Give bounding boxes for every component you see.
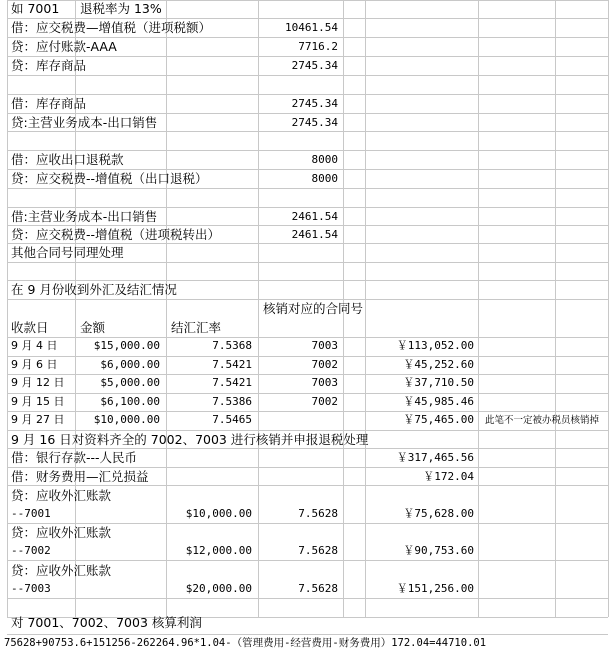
credit-rmb: ￥90,753.60 — [403, 544, 474, 557]
receipt-amount: $6,000.00 — [100, 358, 160, 371]
receipt-date: 9 月 12 日 — [11, 376, 65, 389]
receipt-rate: 7.5386 — [212, 395, 252, 408]
header-contract: 核销对应的合同号 — [262, 301, 363, 316]
intro-cell: 如 7001 — [11, 1, 60, 16]
header-date: 收款日 — [11, 320, 49, 335]
receipt-contract: 7003 — [311, 339, 338, 352]
credit-usd: $20,000.00 — [185, 582, 252, 595]
receipt-rate: 7.5421 — [212, 358, 252, 371]
credit-contract: --7001 — [11, 507, 51, 520]
credit-rate: 7.5628 — [298, 582, 338, 595]
header-amount: 金额 — [80, 320, 106, 335]
receipt-date: 9 月 15 日 — [11, 395, 65, 408]
receipt-rmb: ￥75,465.00 — [403, 413, 474, 426]
credit-rate: 7.5628 — [298, 507, 338, 520]
credit-label: 贷：应收外汇账款 — [11, 488, 112, 503]
grid-col-line — [258, 0, 259, 617]
refund-rate-cell: 退税率为 13% — [80, 1, 162, 16]
receipt-rmb: ￥45,985.46 — [403, 395, 474, 408]
credit-rate: 7.5628 — [298, 544, 338, 557]
credit-contract: --7002 — [11, 544, 51, 557]
receipt-date: 9 月 27 日 — [11, 413, 65, 426]
settlement-title: 9 月 16 日对资料齐全的 7002、7003 进行核销并申报退税处理 — [11, 432, 369, 447]
credit-rmb: ￥75,628.00 — [403, 507, 474, 520]
receipt-amount: $5,000.00 — [100, 376, 160, 389]
receipt-date: 9 月 6 日 — [11, 358, 58, 371]
entry-amount: 2461.54 — [291, 228, 338, 241]
credit-usd: $10,000.00 — [185, 507, 252, 520]
receipt-rate: 7.5465 — [212, 413, 252, 426]
finance-value: ￥172.04 — [423, 470, 474, 483]
section-title: 在 9 月份收到外汇及结汇情况 — [11, 282, 177, 297]
receipt-rate: 7.5368 — [212, 339, 252, 352]
entry-amount: 10461.54 — [285, 21, 338, 34]
credit-usd: $12,000.00 — [185, 544, 252, 557]
entry-amount: 2745.34 — [291, 59, 338, 72]
note-text: 其他合同号同理处理 — [11, 245, 124, 260]
receipt-date: 9 月 4 日 — [11, 339, 58, 352]
entry-amount: 7716.2 — [298, 40, 338, 53]
entry-label: 借：库存商品 — [11, 96, 87, 111]
receipt-rmb: ￥37,710.50 — [403, 376, 474, 389]
receipt-contract — [262, 410, 338, 430]
entry-amount: 8000 — [311, 153, 338, 166]
entry-label: 贷：应付账款-AAA — [11, 39, 117, 54]
grid-col-line — [365, 0, 366, 617]
entry-label: 借：应收出口退税款 — [11, 152, 124, 167]
profit-formula: 75628+90753.6+151256-262264.96*1.04-（管理费用-经营费用-财务费用）172.04=44710.01 — [4, 637, 487, 649]
receipt-amount: $10,000.00 — [93, 413, 160, 426]
credit-label: 贷：应收外汇账款 — [11, 563, 112, 578]
receipt-contract: 7003 — [311, 376, 338, 389]
entry-label: 贷:主营业务成本-出口销售 — [11, 115, 158, 130]
entry-label: 贷：库存商品 — [11, 58, 87, 73]
receipt-contract: 7002 — [311, 395, 338, 408]
grid-col-line — [555, 0, 556, 617]
entry-amount: 2745.34 — [291, 97, 338, 110]
entry-amount: 2745.34 — [291, 116, 338, 129]
bank-label: 借：银行存款---人民币 — [11, 450, 138, 465]
grid-col-line — [478, 0, 479, 617]
bank-value: ￥317,465.56 — [396, 451, 474, 464]
receipt-amount: $6,100.00 — [100, 395, 160, 408]
entry-label: 贷：应交税费--增值税（进项税转出） — [11, 227, 221, 242]
credit-contract: --7003 — [11, 582, 51, 595]
credit-rmb: ￥151,256.00 — [396, 582, 474, 595]
receipt-rate: 7.5421 — [212, 376, 252, 389]
receipt-rmb: ￥45,252.60 — [403, 358, 474, 371]
entry-label: 借：应交税费—增值税（进项税额） — [11, 20, 212, 35]
receipt-rmb: ￥113,052.00 — [396, 339, 474, 352]
receipt-amount: $15,000.00 — [93, 339, 160, 352]
header-rate: 结汇汇率 — [171, 320, 222, 335]
entry-amount: 2461.54 — [291, 210, 338, 223]
receipt-contract: 7002 — [311, 358, 338, 371]
note-unverified: 此笔不一定被办税员核销掉 — [485, 415, 600, 426]
entry-label: 贷：应交税费--增值税（出口退税） — [11, 171, 208, 186]
grid-col-line — [166, 0, 167, 617]
profit-title: 对 7001、7002、7003 核算利润 — [11, 615, 202, 630]
credit-label: 贷：应收外汇账款 — [11, 525, 112, 540]
finance-label: 借：财务费用—汇兑损益 — [11, 469, 149, 484]
entry-label: 借:主营业务成本-出口销售 — [11, 209, 158, 224]
grid-col-line — [7, 0, 8, 617]
entry-amount: 8000 — [311, 172, 338, 185]
